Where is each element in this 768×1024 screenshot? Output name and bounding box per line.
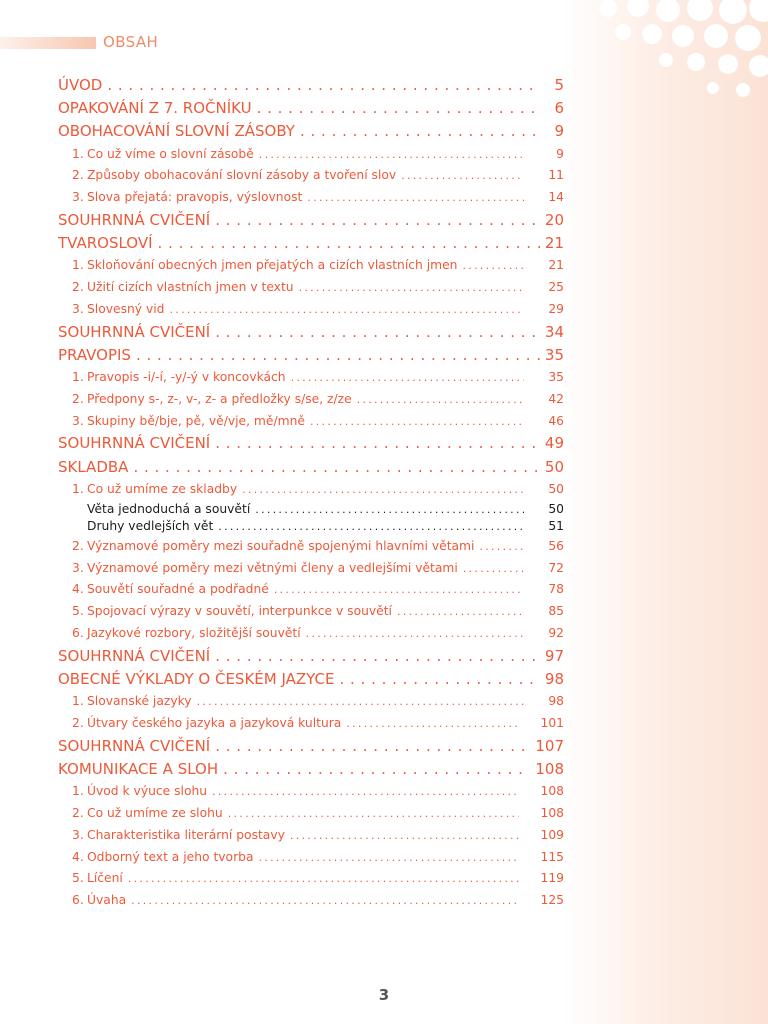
- toc-entry-title: KOMUNIKACE A SLOH: [58, 759, 219, 778]
- toc-entry-sub[interactable]: [58, 691, 564, 713]
- toc-entry-page: 5: [554, 76, 564, 94]
- toc-entry-sub[interactable]: [58, 165, 564, 187]
- toc-entry-number: 6.: [72, 626, 84, 641]
- toc-entry-title: Souvětí souřadné a podřadné: [87, 582, 269, 597]
- toc-entry-title: Spojovací výrazy v souvětí, interpunkce v souvětí: [87, 604, 392, 619]
- toc-entry-title: Způsoby obohacování slovní zásoby a tvoření slov: [87, 168, 397, 183]
- toc-entry-title: Slovanské jazyky: [87, 694, 192, 709]
- toc-entry-page: 20: [544, 210, 564, 229]
- dot-leader: [215, 321, 540, 344]
- toc-entry-page: 72: [548, 560, 564, 575]
- toc-entry-page: 92: [548, 626, 564, 641]
- toc-entry-page: 21: [544, 234, 564, 253]
- toc-entry-sub[interactable]: [58, 187, 564, 209]
- toc-entry-title: Jazykové rozbory, složitější souvětí: [87, 626, 301, 641]
- toc-entry-main[interactable]: [58, 432, 564, 455]
- dot-leader: [299, 277, 524, 298]
- toc-entry-title: Pravopis -i/-í, -y/-ý v koncovkách: [87, 370, 286, 385]
- dot-leader: [197, 691, 524, 712]
- toc-entry-title: OBECNÉ VÝKLADY O ČESKÉM JAZYCE: [58, 670, 335, 689]
- toc-entry-main[interactable]: [58, 232, 564, 255]
- toc-entry-title: Slova přejatá: pravopis, výslovnost: [87, 190, 303, 205]
- toc-entry-subsub[interactable]: [58, 501, 564, 519]
- toc-entry-sub[interactable]: [58, 144, 564, 166]
- toc-entry-page: 108: [540, 805, 564, 820]
- toc-entry-number: 2.: [72, 391, 84, 406]
- toc-entry-page: 50: [548, 501, 564, 516]
- dot-leader: [346, 713, 518, 734]
- dot-leader: [274, 579, 524, 600]
- toc-entry-number: 2.: [72, 538, 84, 553]
- toc-entry-page: 35: [544, 345, 564, 364]
- dot-leader: [290, 825, 519, 846]
- toc-entry-sub[interactable]: [58, 601, 564, 623]
- toc-entry-page: 107: [535, 736, 564, 755]
- dot-leader: [215, 209, 540, 232]
- toc-entry-title: TVAROSLOVÍ: [58, 234, 153, 253]
- toc-entry-sub[interactable]: [58, 868, 564, 890]
- toc-entry-number: 4.: [72, 582, 84, 597]
- dot-leader: [397, 601, 524, 622]
- dot-leader: [258, 847, 518, 868]
- dot-leader: [158, 232, 540, 255]
- toc-entry-page: 98: [544, 670, 564, 689]
- toc-entry-number: 2.: [72, 716, 84, 730]
- toc-entry-page: 29: [548, 301, 564, 316]
- toc-entry-page: 49: [544, 434, 564, 453]
- toc-entry-title: Předpony s-, z-, v-, z- a předložky s/se, z/ze: [87, 391, 352, 406]
- toc-entry-title: Co už víme o slovní zásobě: [87, 146, 254, 161]
- dot-leader: [128, 868, 519, 889]
- toc-entry-main[interactable]: [58, 735, 564, 758]
- toc-entry-main[interactable]: [58, 97, 564, 120]
- dot-leader: [307, 187, 524, 208]
- toc-entry-number: 1.: [72, 784, 84, 799]
- toc-entry-main[interactable]: [58, 209, 564, 232]
- dot-leader: [215, 432, 540, 455]
- toc-entry-number: 1.: [72, 258, 84, 273]
- toc-entry-page: 115: [540, 849, 564, 864]
- toc-entry-number: 5.: [72, 604, 84, 619]
- toc-entry-title: Charakteristika literární postavy: [87, 827, 285, 842]
- toc-entry-title: Skupiny bě/bje, pě, vě/vje, mě/mně: [87, 413, 305, 428]
- toc-entry-sub[interactable]: [58, 299, 564, 321]
- decorative-side-band: [562, 0, 768, 1024]
- toc-entry-number: 1.: [72, 146, 84, 161]
- dot-leader: [255, 501, 524, 518]
- toc-entry-title: Úvod k výuce slohu: [87, 784, 208, 799]
- toc-entry-page: 85: [548, 604, 564, 619]
- dot-leader: [306, 623, 524, 644]
- toc-entry-title: Líčení: [87, 871, 123, 886]
- toc-entry-title: SOUHRNNÁ CVIČENÍ: [58, 210, 211, 229]
- toc-entry-page: 97: [544, 646, 564, 665]
- toc-entry-title: OPAKOVÁNÍ Z 7. ROČNÍKU: [58, 99, 252, 118]
- toc-entry-title: SKLADBA: [58, 457, 129, 476]
- toc-entry-title: Odborný text a jeho tvorba: [87, 849, 254, 864]
- toc-entry-sub[interactable]: [58, 713, 564, 735]
- toc-entry-sub[interactable]: [58, 890, 564, 912]
- dot-leader: [462, 255, 524, 276]
- toc-entry-number: 5.: [72, 871, 84, 886]
- toc-entry-page: 46: [548, 413, 564, 428]
- page-number: 3: [378, 986, 390, 1004]
- toc-entry-sub[interactable]: [58, 558, 564, 580]
- toc-entry-sub[interactable]: [58, 277, 564, 299]
- toc-entry-page: 9: [556, 146, 564, 161]
- dot-leader: [107, 74, 541, 97]
- toc-entry-main[interactable]: [58, 668, 564, 691]
- dot-leader: [259, 144, 524, 165]
- toc-entry-title: Slovesný vid: [87, 301, 165, 316]
- toc-entry-page: 11: [548, 168, 564, 183]
- toc-entry-sub[interactable]: [58, 479, 564, 501]
- toc-entry-page: 9: [554, 122, 564, 141]
- toc-entry-title: SOUHRNNÁ CVIČENÍ: [58, 322, 211, 341]
- toc-entry-page: 109: [540, 827, 564, 842]
- toc-entry-page: 25: [548, 280, 564, 295]
- toc-entry-sub[interactable]: [58, 411, 564, 433]
- toc-entry-main[interactable]: [58, 321, 564, 344]
- toc-entry-page: 56: [548, 538, 564, 553]
- toc-entry-page: 50: [548, 481, 564, 496]
- dot-leader: [212, 781, 518, 802]
- toc-entry-main[interactable]: [58, 758, 564, 781]
- toc-entry-title: Věta jednoduchá a souvětí: [87, 501, 251, 516]
- toc-entry-page: 125: [540, 893, 564, 908]
- toc-entry-number: 3.: [72, 190, 84, 205]
- dot-leader: [479, 536, 524, 557]
- toc-entry-sub[interactable]: [58, 536, 564, 558]
- toc-entry-number: 6.: [72, 893, 84, 908]
- toc-entry-sub[interactable]: [58, 825, 564, 847]
- toc-entry-title: Významové poměry mezi souřadně spojenými hlavními větami: [87, 538, 475, 553]
- toc-entry-page: 101: [540, 716, 564, 730]
- toc-entry-main[interactable]: [58, 645, 564, 668]
- dot-leader: [300, 120, 541, 143]
- toc-entry-page: 98: [548, 694, 564, 709]
- dot-leader: [223, 758, 530, 781]
- toc-entry-page: 51: [548, 519, 564, 534]
- dot-leader: [215, 645, 540, 668]
- toc-entry-number: 1.: [72, 370, 84, 385]
- toc-entry-page: 108: [535, 759, 564, 778]
- toc-entry-number: 2.: [72, 805, 84, 820]
- toc-entry-title: PRAVOPIS: [58, 345, 131, 364]
- dot-leader: [291, 367, 524, 388]
- toc-entry-page: 108: [540, 784, 564, 799]
- toc-entry-title: Úvaha: [87, 893, 127, 908]
- toc-entry-main[interactable]: [58, 456, 564, 479]
- toc-entry-title: Co už umíme ze skladby: [87, 481, 238, 496]
- dot-leader: [357, 389, 524, 410]
- toc-entry-number: 3.: [72, 827, 84, 842]
- toc-entry-sub[interactable]: [58, 389, 564, 411]
- dot-leader: [463, 558, 524, 579]
- toc-entry-page: 14: [548, 190, 564, 205]
- toc-entry-title: Druhy vedlejších vět: [87, 519, 214, 534]
- toc-entry-page: 50: [544, 457, 564, 476]
- toc-entry-number: 3.: [72, 560, 84, 575]
- dot-leader: [169, 299, 524, 320]
- toc-entry-page: 78: [548, 582, 564, 597]
- table-of-contents: [58, 74, 564, 912]
- toc-entry-sub[interactable]: [58, 367, 564, 389]
- toc-entry-number: 2.: [72, 280, 84, 295]
- dot-leader: [215, 735, 530, 758]
- toc-entry-number: 1.: [72, 481, 84, 496]
- toc-entry-title: Co už umíme ze slohu: [87, 805, 223, 820]
- toc-entry-page: 6: [554, 99, 564, 118]
- toc-entry-sub[interactable]: [58, 781, 564, 803]
- toc-entry-title: SOUHRNNÁ CVIČENÍ: [58, 646, 211, 665]
- dot-leader: [310, 411, 524, 432]
- toc-entry-page: 35: [548, 370, 564, 385]
- toc-entry-title: Užití cizích vlastních jmen v textu: [87, 280, 294, 295]
- dot-leader: [257, 97, 541, 120]
- toc-entry-sub[interactable]: [58, 255, 564, 277]
- toc-entry-page: 21: [548, 258, 564, 273]
- section-title: OBSAH: [103, 33, 159, 51]
- dot-leader: [133, 456, 539, 479]
- toc-entry-page: 119: [540, 871, 564, 886]
- toc-entry-number: 2.: [72, 168, 84, 183]
- toc-entry-title: Útvary českého jazyka a jazyková kultura: [87, 716, 342, 730]
- dot-leader: [401, 165, 524, 186]
- toc-entry-number: 3.: [72, 301, 84, 316]
- toc-entry-subsub[interactable]: [58, 518, 564, 536]
- toc-entry-title: OBOHACOVÁNÍ SLOVNÍ ZÁSOBY: [58, 122, 295, 141]
- toc-entry-number: 4.: [72, 849, 84, 864]
- toc-entry-title: Skloňování obecných jmen přejatých a cizích vlastních jmen: [87, 258, 458, 273]
- toc-entry-page: 34: [544, 322, 564, 341]
- toc-entry-sub[interactable]: [58, 623, 564, 645]
- decorative-dot-pattern: [568, 0, 768, 110]
- toc-entry-number: 1.: [72, 694, 84, 709]
- toc-entry-page: 42: [548, 391, 564, 406]
- toc-entry-title: SOUHRNNÁ CVIČENÍ: [58, 434, 211, 453]
- toc-entry-sub[interactable]: [58, 803, 564, 825]
- toc-entry-main[interactable]: [58, 344, 564, 367]
- toc-entry-number: 3.: [72, 413, 84, 428]
- dot-leader: [136, 344, 540, 367]
- toc-entry-title: Významové poměry mezi větnými členy a vedlejšími větami: [87, 560, 458, 575]
- toc-entry-sub[interactable]: [58, 579, 564, 601]
- dot-leader: [242, 479, 524, 500]
- toc-entry-sub[interactable]: [58, 847, 564, 869]
- header-accent-bar: [0, 37, 96, 49]
- dot-leader: [218, 518, 524, 535]
- dot-leader: [228, 803, 519, 824]
- toc-entry-title: SOUHRNNÁ CVIČENÍ: [58, 736, 211, 755]
- dot-leader: [131, 890, 518, 911]
- dot-leader: [339, 668, 539, 691]
- toc-entry-title: ÚVOD: [58, 76, 103, 94]
- toc-entry-main[interactable]: [58, 120, 564, 143]
- toc-entry-main[interactable]: [58, 74, 564, 97]
